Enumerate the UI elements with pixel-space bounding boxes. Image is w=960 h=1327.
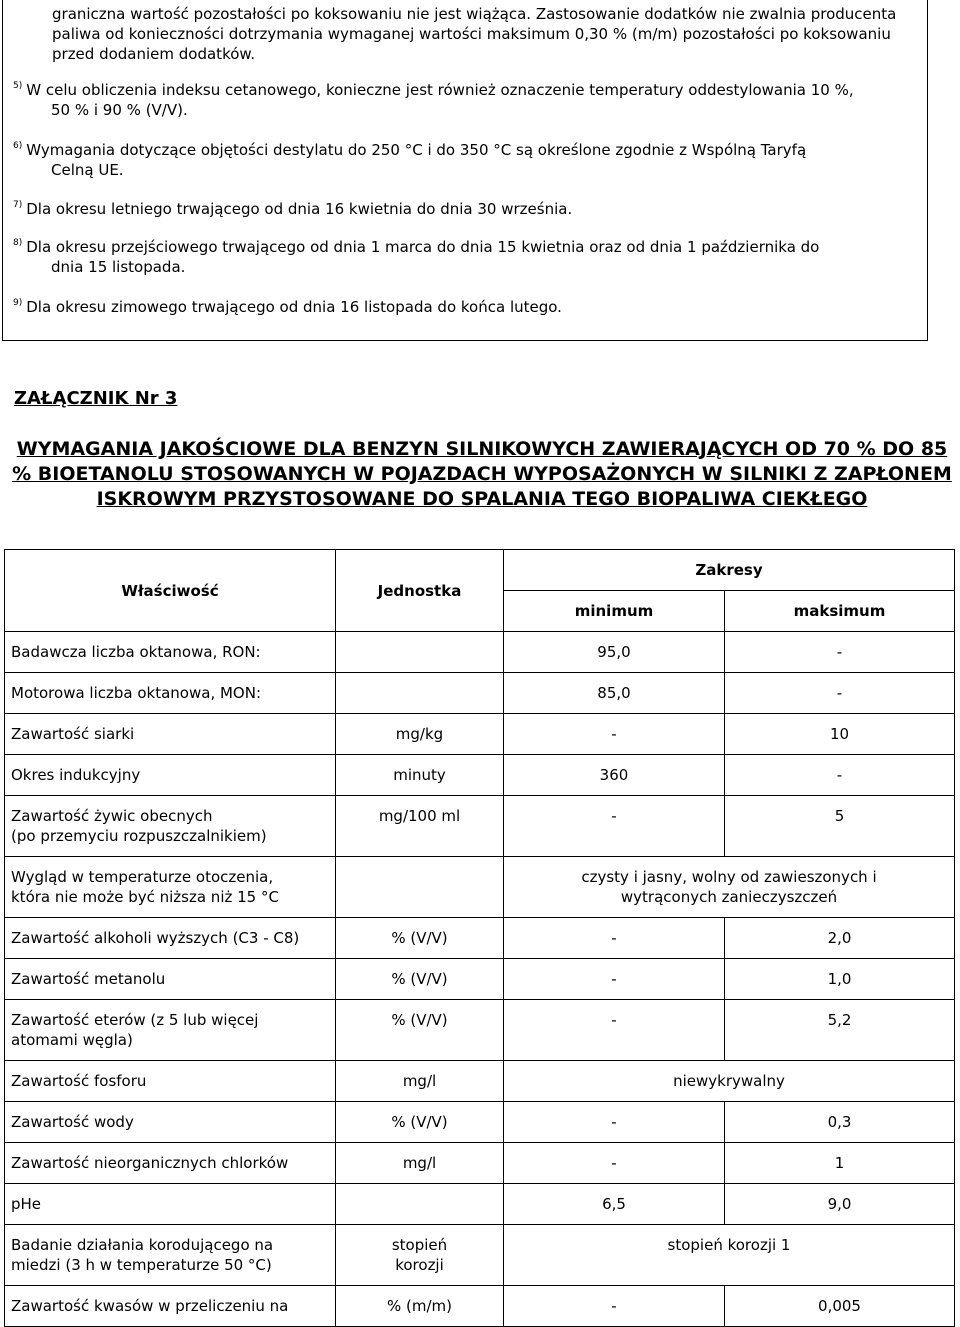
footnote-7: $^{7)}$ Dla okresu letniego trwającego od dnia 16 kwietnia do dnia 30 września.	[13, 200, 573, 218]
min-cell: 6,5	[504, 1184, 725, 1225]
max-cell: 10	[725, 714, 955, 755]
unit-cell	[336, 673, 504, 714]
table-body	[5, 632, 955, 1327]
table-row	[5, 959, 955, 1000]
min-cell: 360	[504, 755, 725, 796]
table-row	[5, 632, 955, 673]
unit-cell	[336, 857, 504, 918]
table-row	[5, 857, 955, 918]
min-cell: -	[504, 1000, 725, 1061]
unit-cell: minuty	[336, 755, 504, 796]
min-cell: 95,0	[504, 632, 725, 673]
table-row	[5, 1143, 955, 1184]
header-max: maksimum	[725, 591, 955, 632]
range-cell: stopień korozji 1	[504, 1225, 955, 1286]
table-row	[5, 1000, 955, 1061]
min-cell: 85,0	[504, 673, 725, 714]
table-row	[5, 755, 955, 796]
footnote-6: $^{6)}$ Wymagania dotyczące objętości destylatu do 250 °C i do 350 °C są określone zgodnie z Wspólną Taryfą Celną UE.	[13, 141, 807, 179]
header-ranges: Zakresy	[504, 550, 955, 591]
max-cell: 2,0	[725, 918, 955, 959]
property-cell: Badanie działania korodującego na miedzi (3 h w temperaturze 50 °C)	[5, 1225, 336, 1286]
unit-cell: stopień korozji	[336, 1225, 504, 1286]
max-cell: 0,005	[725, 1286, 955, 1327]
footnotes-box	[2, 0, 928, 341]
property-cell: Okres indukcyjny	[5, 755, 336, 796]
max-cell: 5,2	[725, 1000, 955, 1061]
property-cell: pHe	[5, 1184, 336, 1225]
table-row	[5, 714, 955, 755]
unit-cell: mg/100 ml	[336, 796, 504, 857]
header-min: minimum	[504, 591, 725, 632]
footnote-continuation: graniczna wartość pozostałości po koksowaniu nie jest wiążąca. Zastosowanie dodatków nie zwalnia producenta paliwa od konieczności dotrzymania wymaganej wartości maksimum 0,30 % (m/m) pozostałości po koksowaniu przed dodaniem dodatków.	[52, 5, 897, 63]
table-row	[5, 796, 955, 857]
max-cell: 9,0	[725, 1184, 955, 1225]
unit-cell: % (V/V)	[336, 959, 504, 1000]
table-row	[5, 918, 955, 959]
footnote-9: $^{9)}$ Dla okresu zimowego trwającego od dnia 16 listopada do końca lutego.	[13, 298, 562, 316]
max-cell: 1,0	[725, 959, 955, 1000]
min-cell: -	[504, 959, 725, 1000]
specification-table	[4, 549, 955, 1327]
min-cell: -	[504, 796, 725, 857]
max-cell: 0,3	[725, 1102, 955, 1143]
max-cell: -	[725, 755, 955, 796]
property-cell: Zawartość metanolu	[5, 959, 336, 1000]
footnote-8: $^{8)}$ Dla okresu przejściowego trwającego od dnia 1 marca do dnia 15 kwietnia oraz od dnia 1 października do dnia 15 listopada.	[13, 238, 820, 276]
property-cell: Wygląd w temperaturze otoczenia, która nie może być niższa niż 15 °C	[5, 857, 336, 918]
min-cell: -	[504, 918, 725, 959]
table-row	[5, 1102, 955, 1143]
min-cell: -	[504, 714, 725, 755]
max-cell: -	[725, 632, 955, 673]
footnote-5: $^{5)}$ W celu obliczenia indeksu cetanowego, konieczne jest również oznaczenie temperatury oddestylowania 10 %, 50 % i 90 % (V/V).	[13, 81, 854, 119]
property-cell: Zawartość kwasów w przeliczeniu na	[5, 1286, 336, 1327]
range-cell: niewykrywalny	[504, 1061, 955, 1102]
unit-cell: mg/l	[336, 1143, 504, 1184]
unit-cell: mg/kg	[336, 714, 504, 755]
property-cell: Zawartość wody	[5, 1102, 336, 1143]
unit-cell: % (m/m)	[336, 1286, 504, 1327]
header-property: Właściwość	[5, 550, 336, 632]
property-cell: Zawartość nieorganicznych chlorków	[5, 1143, 336, 1184]
min-cell: -	[504, 1143, 725, 1184]
property-cell: Zawartość żywic obecnych (po przemyciu rozpuszczalnikiem)	[5, 796, 336, 857]
unit-cell	[336, 1184, 504, 1225]
table-row	[5, 1184, 955, 1225]
unit-cell: % (V/V)	[336, 1000, 504, 1061]
max-cell: 5	[725, 796, 955, 857]
min-cell: -	[504, 1286, 725, 1327]
property-cell: Motorowa liczba oktanowa, MON:	[5, 673, 336, 714]
max-cell: 1	[725, 1143, 955, 1184]
header-unit: Jednostka	[336, 550, 504, 632]
property-cell: Zawartość eterów (z 5 lub więcej atomami węgla)	[5, 1000, 336, 1061]
max-cell: -	[725, 673, 955, 714]
property-cell: Zawartość alkoholi wyższych (C3 - C8)	[5, 918, 336, 959]
table-row	[5, 1061, 955, 1102]
annex-title: ZAŁĄCZNIK Nr 3	[14, 388, 178, 409]
table-row	[5, 1225, 955, 1286]
table-row	[5, 673, 955, 714]
requirements-title: WYMAGANIA JAKOŚCIOWE DLA BENZYN SILNIKOWYCH ZAWIERAJĄCYCH OD 70 % DO 85 % BIOETANOLU STOSOWANYCH W POJAZDACH WYPOSAŻONYCH W SILNIKI Z ZAPŁONEM ISKROWYM PRZYSTOSOWANE DO SPALANIA TEGO BIOPALIWA CIEKŁEGO	[12, 438, 952, 510]
property-cell: Badawcza liczba oktanowa, RON:	[5, 632, 336, 673]
min-cell: -	[504, 1102, 725, 1143]
range-cell: czysty i jasny, wolny od zawieszonych i wytrąconych zanieczyszczeń	[504, 857, 955, 918]
unit-cell: % (V/V)	[336, 1102, 504, 1143]
property-cell: Zawartość fosforu	[5, 1061, 336, 1102]
unit-cell: mg/l	[336, 1061, 504, 1102]
unit-cell: % (V/V)	[336, 918, 504, 959]
unit-cell	[336, 632, 504, 673]
table-row	[5, 1286, 955, 1327]
property-cell: Zawartość siarki	[5, 714, 336, 755]
